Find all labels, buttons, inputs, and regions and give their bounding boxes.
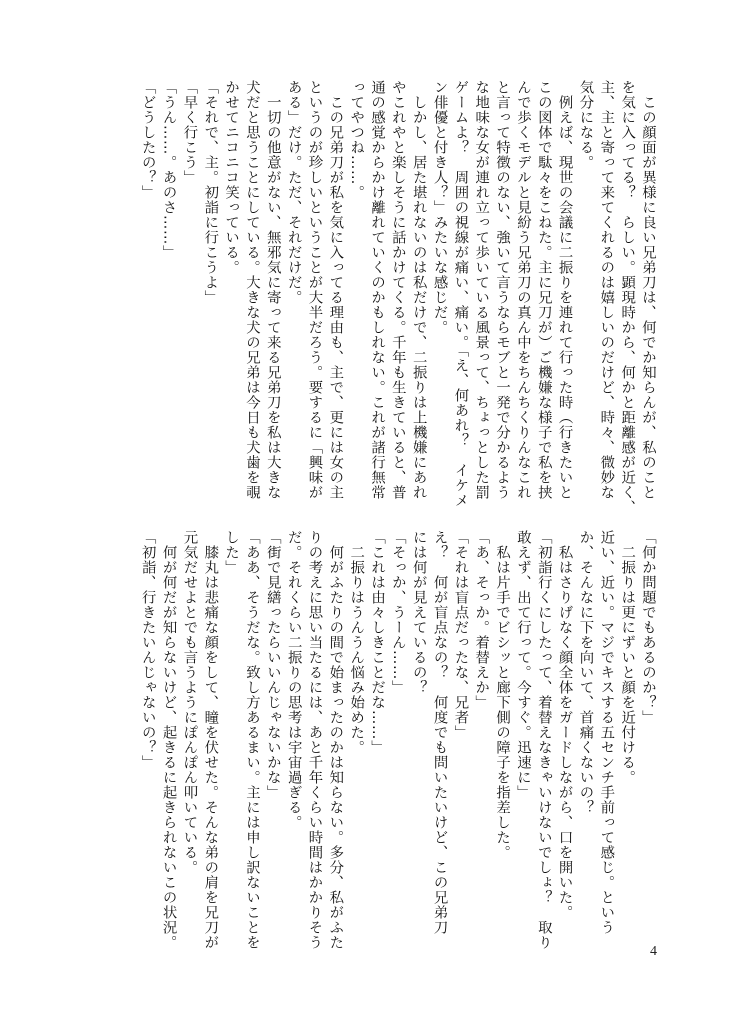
text-line: 二振りは更にずいと顔を近付ける。 (619, 530, 636, 785)
text-line: 「何か問題でもあるのか？」 (640, 530, 656, 725)
text-line: りの考えに思い当たるには、あと千年くらい時間はかかりそう (306, 530, 323, 950)
text-line: 「どうしたの？」 (139, 80, 156, 200)
text-line: 私はさりげなく顔全体をガードしながら、口を開いた。 (556, 530, 573, 920)
text-line: 例えば、現世の会議に二振りを連れて行った時（行きたいと (556, 80, 573, 500)
text-line: 「初詣、行きたいんじゃないの？」 (139, 530, 156, 770)
text-line: 膝丸は悲痛な顔をして、瞳を伏せた。そんな弟の肩を兄刀が (202, 530, 219, 950)
text-line: ある」だけ。ただ、それだけだ。 (285, 80, 302, 305)
text-line: この兄弟刀が私を気に入ってる理由も、主で、更には女の主 (327, 80, 344, 500)
text-line: 「うん……。あのさ……」 (160, 80, 177, 260)
text-line: 「それは盲点だったな、兄者」 (452, 530, 469, 740)
text-line: 「ああ、そうだな。致し方あるまい。主には申し訳ないことを (243, 530, 260, 950)
text-line: 「あ、そっか。着替えか」 (473, 530, 490, 710)
text-line: だ。それくらい二振りの思考は宇宙過ぎる。 (285, 530, 302, 830)
text-line: というのが珍しいということが大半だろう。要するに「興味が (306, 80, 323, 500)
text-line: ってやつね……。 (348, 80, 365, 200)
text-line: 「早く行こう」 (181, 80, 198, 185)
text-line: 犬だと思うことにしている。大きな犬の兄弟は今日も犬歯を覗 (243, 80, 260, 500)
text-line: 何が何だが知らないけど、起きるに起きられないこの状況。 (160, 530, 177, 950)
text-line: な地味な女が連れ立って歩いている風景って、ちょっとした罰 (473, 80, 490, 500)
text-line: ゲームよ？ 周囲の視線が痛い、痛い。「え、何あれ？ イケメ (452, 80, 469, 508)
text-block-top (74, 80, 658, 515)
text-line: 「そっか、うーん……」 (389, 530, 406, 695)
text-line: ン俳優と付き人？」みたいな感じだ。 (431, 80, 448, 335)
text-line: 二振りはうんうん悩み始めた。 (348, 530, 365, 755)
text-line: かせてニコニコ笑っている。 (223, 80, 240, 275)
text-line: 「これは由々しきことだな……」 (369, 530, 386, 755)
text-line: 気分になる。 (577, 80, 594, 170)
text-line: 主、主と寄って来てくれるのは嬉しいのだけど、時々、微妙な (598, 80, 615, 500)
text-line: と言って特徴のない、強いて言うならモブと一発で分かるよう (494, 80, 511, 500)
text-line: この図体で駄々をこねた。主に兄刀が）ご機嫌な様子で私を挟 (535, 80, 552, 500)
text-line: には何が見えているの？ (410, 530, 427, 695)
text-line: 近い、近い。マジでキスする五センチ手前って感じ。という (598, 530, 615, 935)
text-line: しかし、居た堪れないのは私だけで、二振りは上機嫌にあれ (410, 80, 427, 500)
text-line: 何がふたりの間で始まったのかは知らない。多分、私がふた (327, 530, 344, 950)
text-line: 「それで、主。初詣に行こうよ」 (202, 80, 219, 305)
text-line: んで歩くモデルと見紛う兄弟刀の真ん中をちんちくりんなこれ (514, 80, 531, 500)
text-line: この顔面が異様に良い兄弟刀は、何でか知らんが、私のこと (640, 80, 656, 500)
text-line: 一切の他意がない、無邪気に寄って来る兄弟刀を私は大きな (264, 80, 281, 500)
page-number: 4 (650, 944, 657, 959)
text-line: か、そんなに下を向いて、首痛くないの？ (577, 530, 594, 815)
text-line: やこれやと楽しそうに話かけてくる。千年も生きていると、普 (389, 80, 406, 500)
text-line: 「初詣行くにしたって、着替えなきゃいけないでしょ？ 取り (535, 530, 552, 950)
text-line: した」 (223, 530, 240, 575)
text-block-bottom (74, 530, 658, 950)
text-line: 私は片手でビシッと廊下側の障子を指差した。 (494, 530, 511, 860)
text-line: え？ 何が盲点なの？ 何度でも問いたいけど、この兄弟刀 (431, 530, 448, 935)
text-line: 「街で見繕ったらいいんじゃないかな」 (264, 530, 281, 800)
text-line: 敢えず、出て行って。今すぐ。迅速に」 (514, 530, 531, 800)
text-line: を気に入ってる？ らしい。顕現時から、何かと距離感が近く、 (619, 80, 636, 515)
text-line: 元気だせよとでも言うようにぽんぽん叩いている。 (181, 530, 198, 875)
text-line: 通の感覚からかけ離れていくのかもしれない。これが諸行無常 (369, 80, 386, 500)
